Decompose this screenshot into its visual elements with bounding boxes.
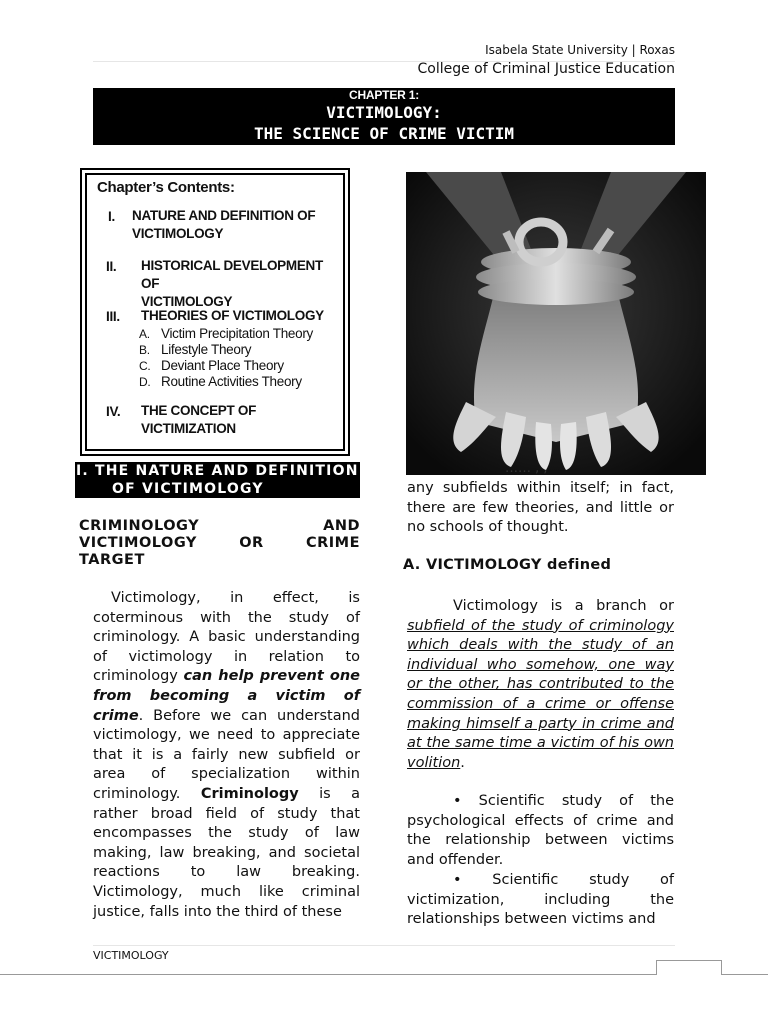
toc-subitem-text: Routine Activities Theory [161, 374, 302, 389]
subheading-word: OR [239, 535, 264, 551]
chapter-contents-box [80, 168, 350, 456]
subheading-word: VICTIMOLOGY [79, 535, 197, 551]
bullet-paragraph-2 [407, 871, 674, 930]
paragraph-emphasis: can help prevent one from becoming a victim of crime [93, 668, 360, 724]
toc-subitem-letter: A. [139, 327, 150, 341]
subheading-word: AND [323, 518, 360, 534]
bullet-icon: • [453, 872, 462, 888]
partial-text-line: …… , , [505, 461, 548, 474]
footer-divider [93, 945, 675, 946]
criminology-victimology-paragraph [93, 589, 360, 922]
subfield-continuation-paragraph: any subfields within itself; in fact, there are few theories, and little or no schools of thought. [407, 480, 674, 536]
toc-item-line: VICTIMOLOGY [141, 294, 233, 309]
toc-item-1 [132, 207, 315, 243]
section-a-heading: A. VICTIMOLOGY defined [403, 557, 612, 573]
toc-subitem-text: Lifestyle Theory [161, 342, 252, 357]
section-heading-line: I. THE NATURE AND DEFINITION [76, 463, 359, 479]
toc-subitem-letter: C. [139, 359, 151, 373]
bullet-text: Scientific study of victimization, including the relationships between victims and [407, 872, 674, 928]
section-heading-nature-definition [75, 462, 360, 498]
toc-item-3: THEORIES OF VICTIMOLOGY [141, 308, 324, 323]
bullet-text: Scientific study of the psychological effects of crime and the relationship between victims and offender. [407, 793, 674, 868]
section-heading-line: OF VICTIMOLOGY [112, 481, 264, 497]
toc-item-number: IV. [106, 404, 121, 419]
toc-item-line: VICTIMOLOGY [132, 226, 224, 241]
toc-item-4 [141, 402, 256, 438]
bullet-icon: • [453, 793, 462, 809]
footer-label: VICTIMOLOGY [93, 949, 169, 962]
header-college: College of Criminal Justice Education [417, 61, 675, 77]
victimology-definition-paragraph [407, 597, 674, 773]
chapter-banner [93, 88, 675, 145]
paragraph-text: Victimology, in effect, is coterminous with the study of criminology. A basic understanding of victimology in relation to criminology [93, 590, 360, 685]
definition-period: . [460, 754, 465, 771]
subheading-line [79, 535, 360, 552]
page-bottom-edge [0, 974, 768, 975]
bound-hands-photo [406, 172, 706, 475]
toc-subitem [139, 374, 313, 390]
subheading-word: CRIME [305, 535, 360, 551]
chapter-contents-title: Chapter’s Contents: [97, 179, 235, 196]
toc-item-line: NATURE AND DEFINITION OF [132, 208, 316, 223]
toc-subitem [139, 326, 313, 342]
bullet-paragraph-1 [407, 792, 674, 870]
toc-item-number: II. [106, 259, 117, 274]
chapter-title-line2: THE SCIENCE OF CRIME VICTIM [253, 124, 515, 143]
toc-subitem-letter: D. [139, 375, 151, 389]
toc-subitem-text: Victim Precipitation Theory [161, 326, 313, 341]
definition-lead: Victimology is a branch or [453, 598, 674, 614]
subheading-word: CRIMINOLOGY [79, 518, 200, 534]
toc-item-number: III. [106, 309, 120, 324]
toc-subitem [139, 358, 313, 374]
toc-item-2 [141, 257, 343, 311]
header-university: Isabela State University | Roxas [485, 43, 675, 57]
toc-subitem-text: Deviant Place Theory [161, 358, 284, 373]
paragraph-bold: Criminology [200, 785, 299, 802]
chapter-number: CHAPTER 1: [348, 88, 419, 102]
bound-hands-illustration [406, 172, 706, 475]
toc-item-line: THE CONCEPT OF [141, 403, 257, 418]
toc-item-number: I. [108, 209, 115, 224]
subheading-line: TARGET [79, 552, 145, 568]
subheading-line [79, 518, 360, 535]
chapter-contents-inner-border [85, 173, 345, 451]
definition-underlined: subfield of the study of criminology which deals with the study of an individual who somehow, one way or the other, has contributed to the commission of a crime or offense making himself a party in crime and at the same time a victim of his own volition [407, 617, 674, 771]
chapter-title-line1: VICTIMOLOGY: [326, 103, 442, 122]
toc-item-line: VICTIMIZATION [141, 421, 236, 436]
page-number-tab [656, 960, 722, 975]
criminology-victimology-subheading [79, 518, 360, 569]
toc-subitem-letter: B. [139, 343, 150, 357]
paragraph-text: . Before we can understand victimology, we need to appreciate that it is a fairly new subfield or area of specialization within criminology. [93, 707, 360, 802]
paragraph-text: is a rather broad field of study that encompasses the study of law making, law breaking, and societal reactions to law breaking. Victimology, much like criminal justice, falls into the third of these [93, 785, 361, 920]
toc-subitems [139, 326, 313, 390]
toc-item-line: HISTORICAL DEVELOPMENT OF [141, 258, 323, 291]
toc-subitem [139, 342, 313, 358]
